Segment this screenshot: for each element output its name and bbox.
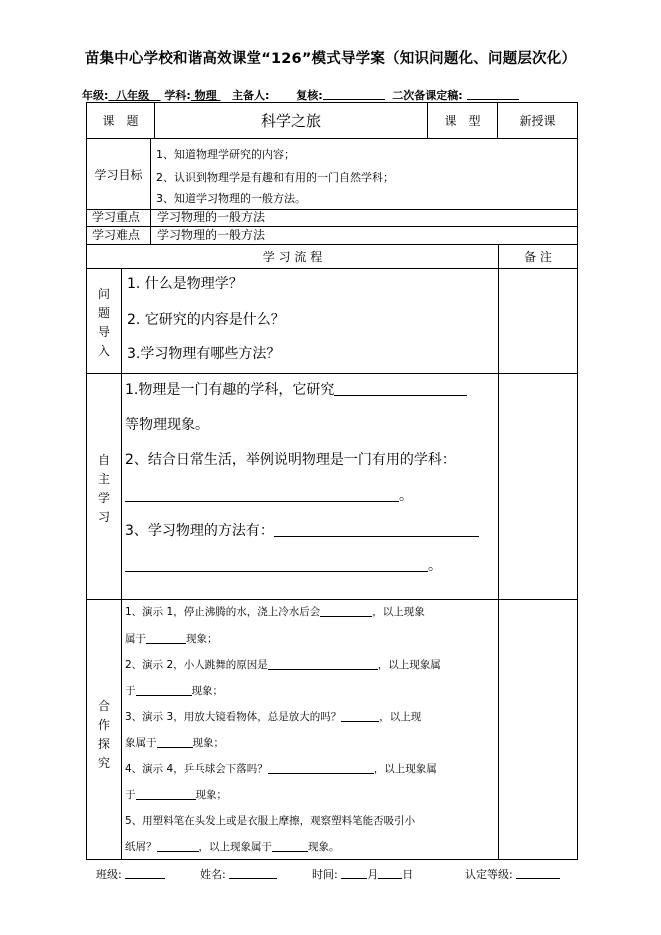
- flow-header: 学 习 流 程: [262, 250, 323, 264]
- answer-blank[interactable]: [136, 695, 192, 696]
- key-point-value: 学习物理的一般方法: [157, 210, 266, 224]
- self-study-line: 3、学习物理的方法有：: [125, 523, 479, 540]
- objective-item: 3、知道学习物理的一般方法。: [156, 192, 306, 205]
- row-divider: [87, 268, 577, 269]
- objective-item: 1、知道物理学研究的内容；: [156, 148, 295, 161]
- objectives-label: 学习目标: [94, 167, 143, 182]
- demo-line: 1、演示 1，停止沸腾的水，浇上冷水后会 ，以上现象: [125, 606, 425, 618]
- demo-line: 4、演示 4，乒乓球会下落吗？ ，以上现象属: [125, 763, 437, 775]
- grade-label: 年级:: [82, 89, 109, 102]
- answer-blank[interactable]: [125, 501, 399, 502]
- answer-blank[interactable]: [268, 669, 378, 670]
- footer-class: 班级:: [96, 866, 165, 882]
- self-study-line: 1.物理是一门有趣的学科，它研究: [125, 382, 467, 399]
- answer-blank[interactable]: [320, 616, 372, 617]
- answer-blank[interactable]: [341, 721, 379, 722]
- type-value: 新授课: [519, 114, 556, 128]
- self-study-line: 2、结合日常生活，举例说明物理是一门有用的学科：: [125, 452, 456, 468]
- lesson-table: [86, 102, 578, 860]
- grade-value: 八年级: [108, 89, 161, 102]
- difficulty-label: 学习难点: [92, 228, 141, 242]
- name-blank[interactable]: [229, 878, 277, 879]
- answer-blank[interactable]: [157, 851, 199, 852]
- review-label: 复核:: [296, 89, 323, 102]
- demo-line: 属于 现象；: [125, 633, 218, 645]
- remarks-header: 备 注: [524, 250, 552, 264]
- footer-time: 时间: 月 日: [312, 868, 414, 881]
- difficulty-value: 学习物理的一般方法: [157, 228, 266, 242]
- demo-line: 2、演示 2，小人跳舞的原因是 ，以上现象属: [125, 659, 441, 671]
- row-divider: [87, 226, 577, 227]
- demo-line: 象属于 现象；: [125, 737, 224, 749]
- page-title: 苗集中心学校和谐高效课堂“126”模式导学案（知识问题化、问题层次化）: [84, 51, 577, 67]
- col-divider: [150, 138, 151, 244]
- preparer-label: 主备人:: [231, 89, 270, 102]
- intro-question: 2. 它研究的内容是什么？: [127, 312, 285, 328]
- row-divider: [87, 138, 577, 139]
- topic-label: 课 题: [102, 114, 139, 128]
- answer-blank[interactable]: [146, 643, 186, 644]
- col-divider: [498, 244, 499, 860]
- section-label-self-study: 自 主 学 习: [97, 453, 110, 524]
- meta-row: [82, 87, 519, 103]
- review-blank[interactable]: [323, 99, 385, 100]
- objective-item: 2、认识到物理学是有趣和有用的一门自然学科；: [156, 171, 394, 184]
- section-label-intro: 问 题 导 入: [97, 287, 110, 358]
- intro-question: 3.学习物理有哪些方法？: [127, 346, 281, 362]
- self-study-line: 等物理现象。: [125, 417, 209, 433]
- answer-blank[interactable]: [157, 747, 193, 748]
- month-blank[interactable]: [341, 878, 367, 879]
- grade-blank[interactable]: [516, 878, 560, 879]
- row-divider: [87, 373, 577, 374]
- demo-line: 纸屑？ ，以上现象属于 现象。: [125, 841, 340, 853]
- type-label: 课 型: [444, 114, 481, 128]
- subject-value: 物理: [190, 89, 221, 102]
- second-prep-label: 二次备课定稿:: [392, 89, 463, 102]
- answer-blank[interactable]: [274, 536, 479, 537]
- self-study-line: 。: [125, 558, 442, 575]
- second-prep-blank[interactable]: [467, 99, 519, 100]
- class-blank[interactable]: [125, 878, 165, 879]
- demo-line: 3、演示 3，用放大镜看物体，总是放大的吗？ ，以上现: [125, 711, 422, 723]
- self-study-line: 。: [125, 488, 413, 505]
- col-divider: [121, 268, 122, 860]
- demo-line: 于 现象；: [125, 789, 227, 801]
- key-point-label: 学习重点: [92, 210, 141, 224]
- answer-blank[interactable]: [268, 773, 374, 774]
- intro-question: 1. 什么是物理学？: [127, 276, 243, 292]
- answer-blank[interactable]: [125, 571, 428, 572]
- answer-blank[interactable]: [334, 395, 467, 396]
- answer-blank[interactable]: [136, 799, 196, 800]
- demo-line: 于 现象；: [125, 685, 223, 697]
- topic-value: 科学之旅: [260, 112, 321, 130]
- footer-name: 姓名:: [200, 866, 277, 882]
- answer-blank[interactable]: [272, 851, 308, 852]
- demo-line: 5、用塑料笔在头发上或是衣服上摩擦，观察塑料笔能否吸引小: [125, 815, 416, 827]
- subject-label: 学科:: [164, 89, 191, 102]
- day-blank[interactable]: [378, 878, 402, 879]
- row-divider: [87, 599, 577, 600]
- section-label-cooperation: 合 作 探 究: [97, 699, 110, 770]
- footer-grade: 认定等级:: [465, 866, 560, 882]
